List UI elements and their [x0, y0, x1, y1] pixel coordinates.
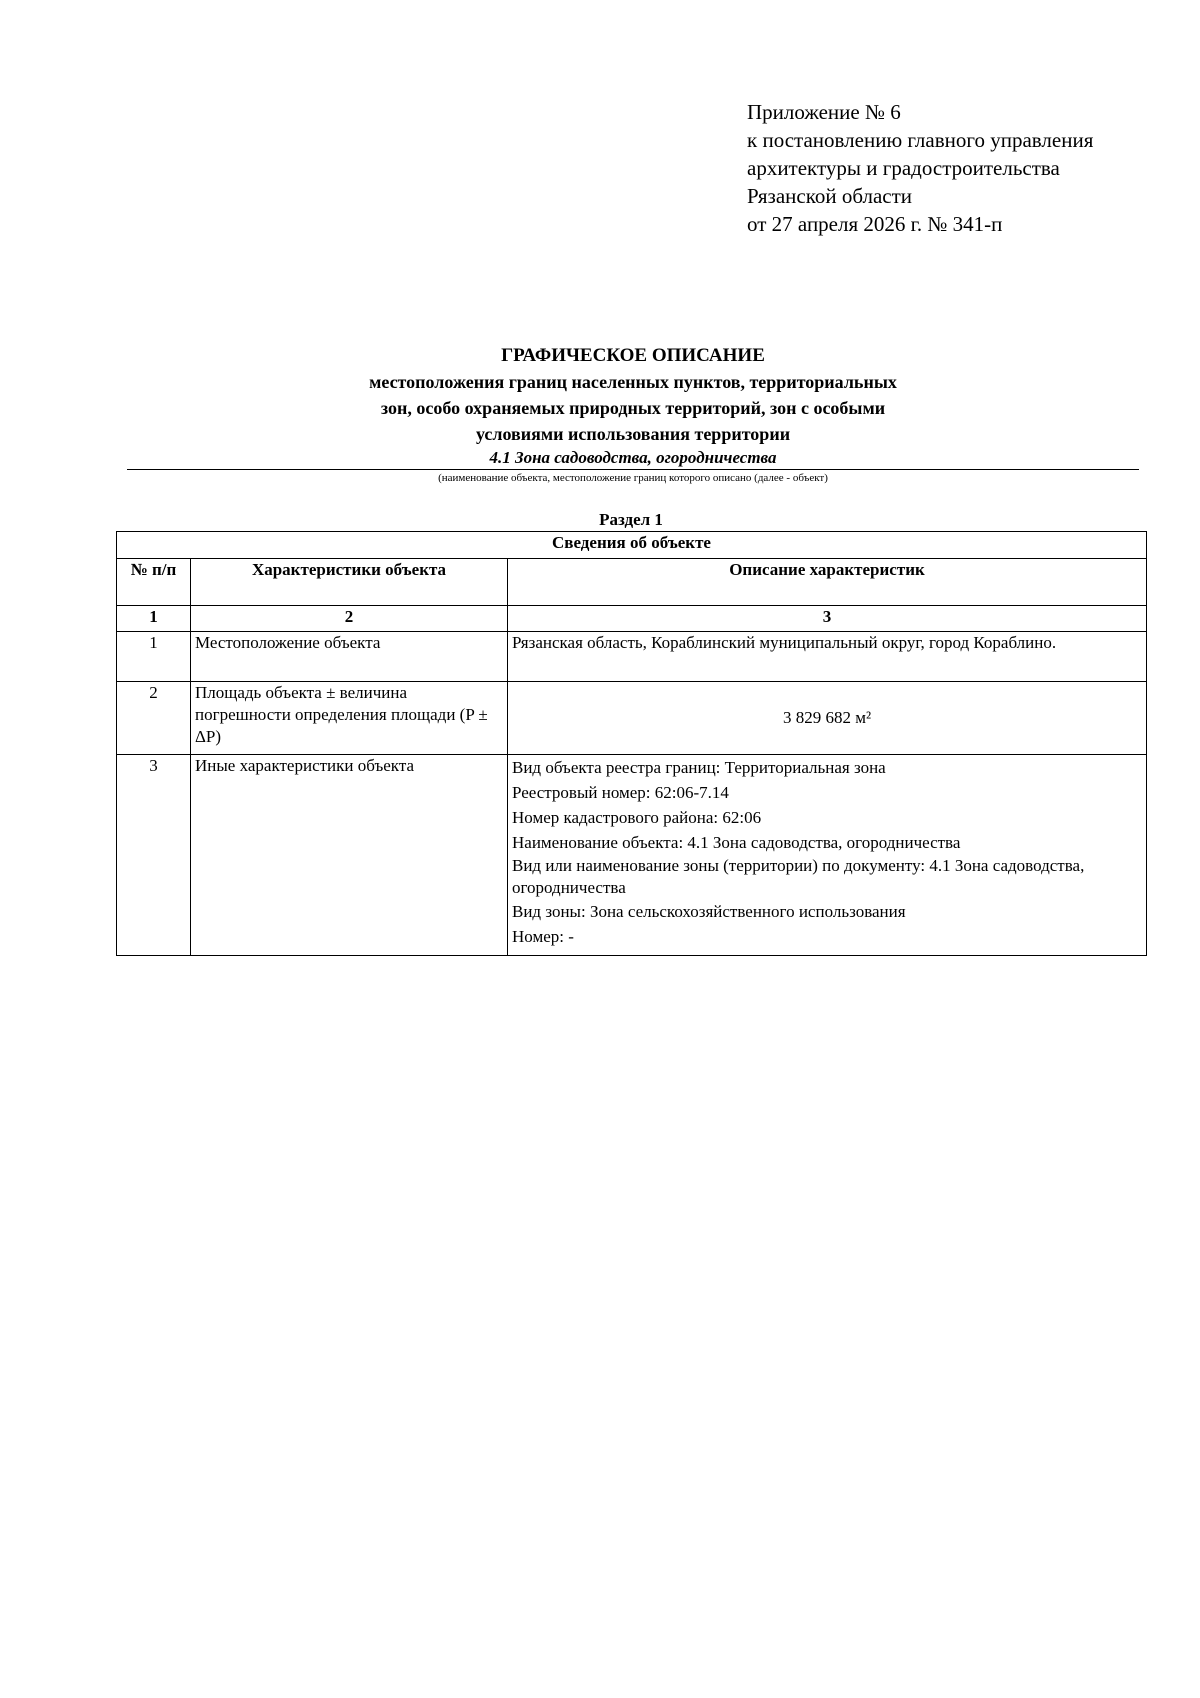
row-description [508, 755, 1147, 956]
column-number-row [117, 606, 1147, 632]
section-title: Раздел 1 [599, 510, 663, 529]
column-number: 1 [117, 606, 191, 632]
column-number: 2 [191, 606, 508, 632]
table-row [117, 755, 1147, 956]
table-title-row [117, 532, 1147, 559]
appendix-line: Рязанской области [747, 184, 913, 208]
column-number: 3 [508, 606, 1147, 632]
table-title: Сведения об объекте [117, 532, 1147, 559]
row-characteristic: Площадь объекта ± величина погрешности определения площади (P ± ΔP) [191, 682, 508, 755]
row-number: 2 [117, 682, 191, 755]
object-name: 4.1 Зона садоводства, огородничества [489, 448, 777, 467]
appendix-line: к постановлению главного управления [747, 128, 1094, 152]
row-characteristic: Местоположение объекта [191, 632, 508, 682]
row-description: Рязанская область, Кораблинский муниципальный округ, город Кораблино. [508, 632, 1147, 682]
document-title-block [127, 343, 1139, 485]
table-row [117, 682, 1147, 755]
table-row [117, 632, 1147, 682]
header-description: Описание характеристик [508, 559, 1147, 606]
description-line: Наименование объекта: 4.1 Зона садоводства, огородничества [512, 833, 961, 852]
document-subtitle-line: зон, особо охраняемых природных территорий, зон с особыми [380, 398, 886, 418]
document-subtitle-line: местоположения границ населенных пунктов, территориальных [369, 372, 897, 392]
description-line: Вид объекта реестра границ: Территориальная зона [512, 758, 886, 777]
appendix-line: от 27 апреля 2026 г. № 341-п [747, 212, 1003, 236]
object-name-underline [127, 469, 1139, 470]
table-header-row [117, 559, 1147, 606]
row-characteristic: Иные характеристики объекта [191, 755, 508, 956]
row-number: 1 [117, 632, 191, 682]
appendix-line: архитектуры и градостроительства [747, 156, 1060, 180]
row-description: 3 829 682 м² [508, 682, 1147, 755]
row-number: 3 [117, 755, 191, 956]
description-line: Вид зоны: Зона сельскохозяйственного использования [512, 902, 906, 921]
header-characteristic: Характеристики объекта [191, 559, 508, 606]
description-line: Номер кадастрового района: 62:06 [512, 808, 762, 827]
document-subtitle-line: условиями использования территории [475, 424, 791, 444]
description-line: Реестровый номер: 62:06-7.14 [512, 783, 729, 802]
header-number: № п/п [117, 559, 191, 606]
description-line: Вид или наименование зоны (территории) по документу: 4.1 Зона садоводства, огородничества [512, 856, 1085, 897]
document-title: ГРАФИЧЕСКОЕ ОПИСАНИЕ [501, 345, 765, 366]
appendix-line: Приложение № 6 [747, 100, 901, 124]
appendix-header [747, 98, 1093, 238]
object-name-caption: (наименование объекта, местоположение границ которого описано (далее - объект) [438, 472, 828, 484]
description-line: Номер: - [512, 927, 574, 946]
object-info-table [116, 531, 1147, 956]
